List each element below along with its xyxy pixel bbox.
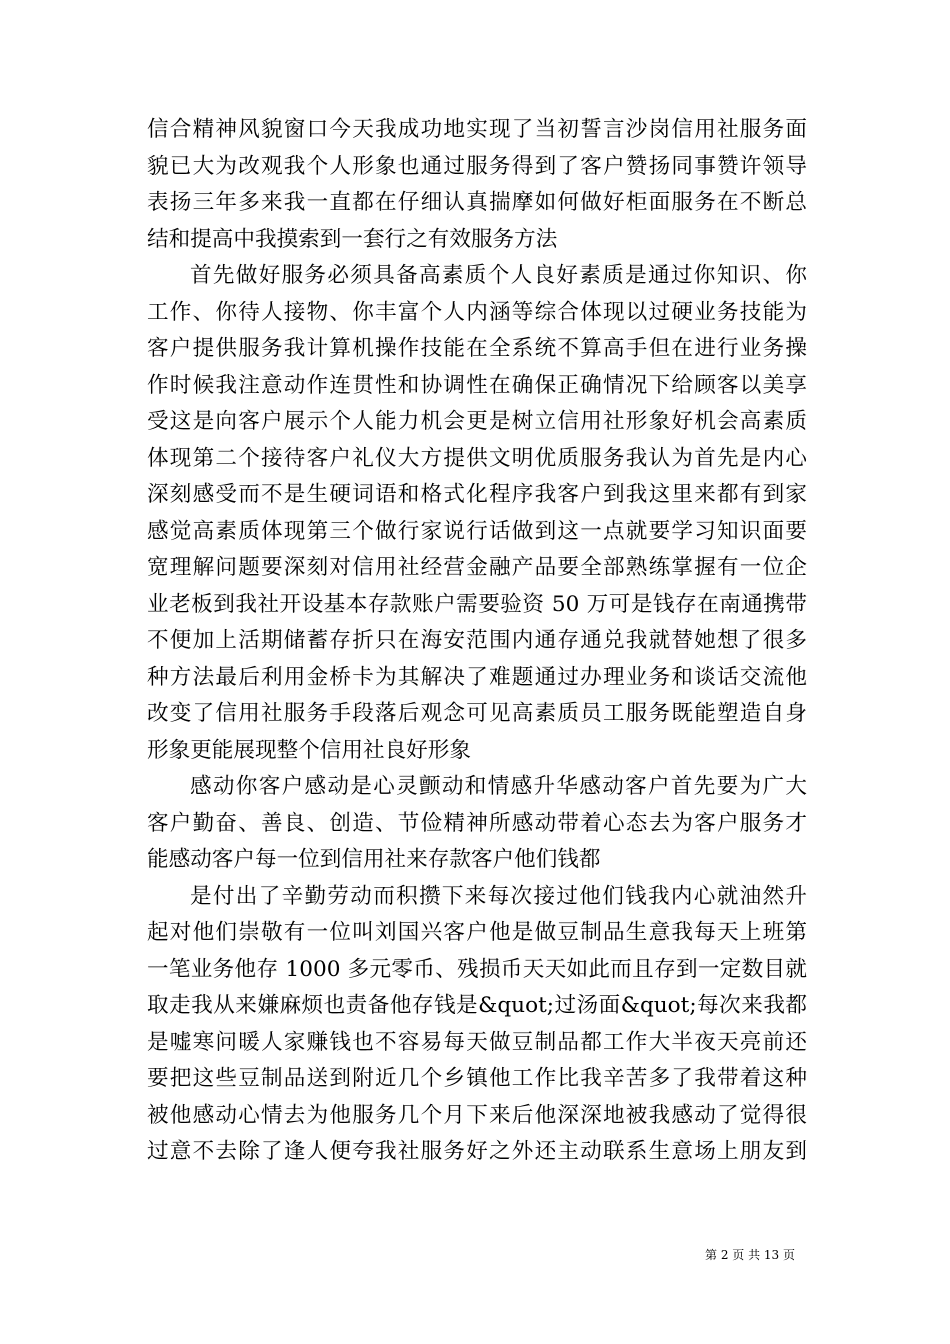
- text-line: 感动你客户感动是心灵颤动和情感升华感动客户首先要为广大: [190, 774, 807, 799]
- text-line: 被他感动心情去为他服务几个月下来后他深深地被我感动了觉得很: [147, 1102, 807, 1128]
- text-line: 起对他们崇敬有一位叫刘国兴客户他是做豆制品生意我每天上班第: [147, 920, 807, 945]
- text-line: 客户勤奋、善良、创造、节俭精神所感动带着心态去为客户服务才: [147, 810, 807, 836]
- text-line: 要把这些豆制品送到附近几个乡镇他工作比我辛苦多了我带着这种: [147, 1066, 807, 1091]
- text-line: 工作、你待人接物、你丰富个人内涵等综合体现以过硬业务技能为: [147, 299, 807, 325]
- text-line: 体现第二个接待客户礼仪大方提供文明优质服务我认为首先是内心: [147, 445, 807, 471]
- text-line: 取走我从来嫌麻烦也责备他存钱是&quot;过汤面&quot;每次来我都: [147, 993, 807, 1018]
- text-line: 客户提供服务我计算机操作技能在全系统不算高手但在进行业务操: [147, 336, 807, 361]
- paragraph: [147, 769, 807, 879]
- paragraph: [147, 258, 807, 769]
- text-line: 作时候我注意动作连贯性和协调性在确保正确情况下给顾客以美享: [147, 372, 807, 398]
- page-number: 第 2 页 共 13 页: [705, 1248, 795, 1262]
- text-line: 表扬三年多来我一直都在仔细认真揣摩如何做好柜面服务在不断总: [147, 190, 807, 215]
- text-line: 深刻感受而不是生硬词语和格式化程序我客户到我这里来都有到家: [147, 482, 807, 507]
- text-line: 结和提高中我摸索到一套行之有效服务方法: [147, 226, 558, 252]
- text-line: 首先做好服务必须具备高素质个人良好素质是通过你知识、你: [190, 263, 807, 288]
- paragraph: [147, 112, 807, 258]
- paragraph: [147, 879, 807, 1171]
- text-line: 不便加上活期储蓄存折只在海安范围内通存通兑我就替她想了很多: [147, 628, 807, 653]
- text-line: 形象更能展现整个信用社良好形象: [147, 737, 471, 763]
- text-line: 一笔业务他存 1000 多元零币、残损币天天如此而且存到一定数目就: [147, 956, 807, 982]
- text-line: 种方法最后利用金桥卡为其解决了难题通过办理业务和谈话交流他: [147, 664, 807, 690]
- text-line: 信合精神风貌窗口今天我成功地实现了当初誓言沙岗信用社服务面: [147, 117, 807, 142]
- text-line: 宽理解问题要深刻对信用社经营金融产品要全部熟练掌握有一位企: [147, 555, 807, 580]
- text-line: 改变了信用社服务手段落后观念可见高素质员工服务既能塑造自身: [147, 701, 807, 726]
- document-body: [147, 112, 807, 1171]
- text-line: 业老板到我社开设基本存款账户需要验资 50 万可是钱存在南通携带: [147, 591, 807, 617]
- text-line: 貌已大为改观我个人形象也通过服务得到了客户赞扬同事赞许领导: [147, 153, 807, 179]
- text-line: 是付出了辛勤劳动而积攒下来每次接过他们钱我内心就油然升: [190, 883, 807, 909]
- text-line: 是嘘寒问暖人家赚钱也不容易每天做豆制品都工作大半夜天亮前还: [147, 1029, 807, 1055]
- text-line: 受这是向客户展示个人能力机会更是树立信用社形象好机会高素质: [147, 409, 807, 434]
- text-line: 能感动客户每一位到信用社来存款客户他们钱都: [147, 847, 601, 872]
- text-line: 感觉高素质体现第三个做行家说行话做到这一点就要学习知识面要: [147, 518, 807, 544]
- text-line: 过意不去除了逢人便夸我社服务好之外还主动联系生意场上朋友到: [147, 1139, 807, 1164]
